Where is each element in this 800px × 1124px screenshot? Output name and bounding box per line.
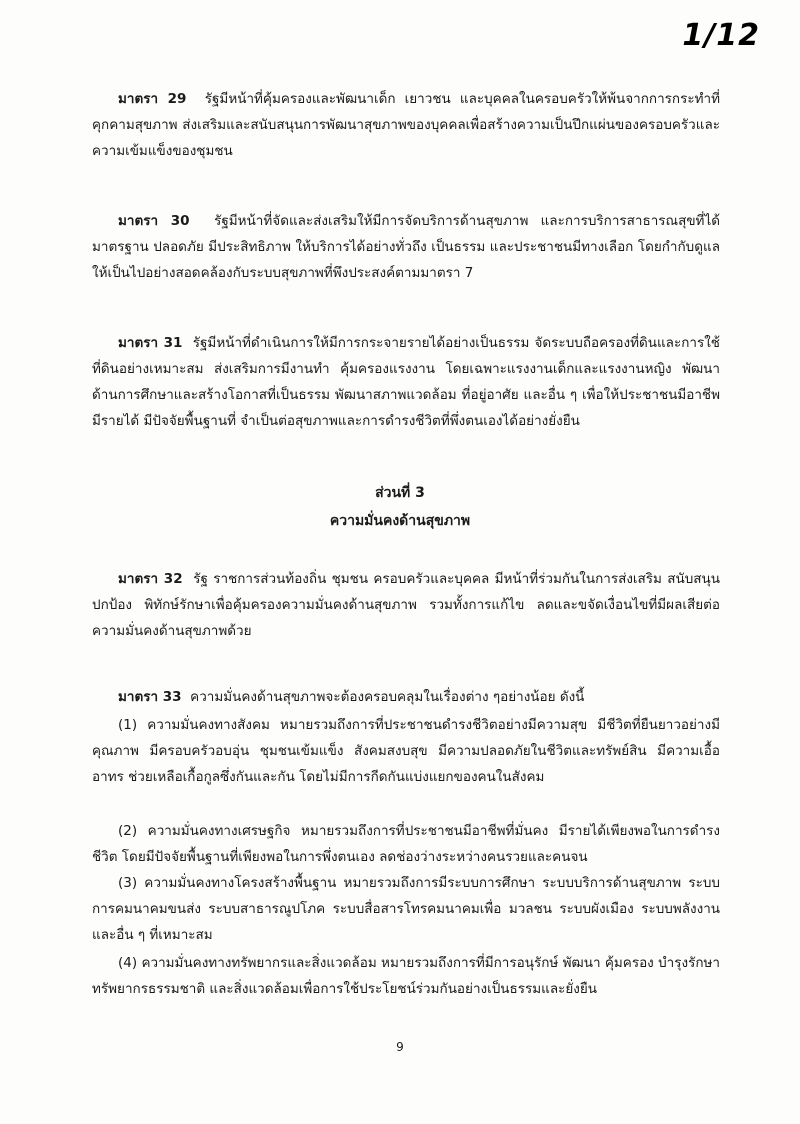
- article-33-item-3: (3) ความมั่นคงทางโครงสร้างพื้นฐาน หมายรวมถึงการมีระบบการศึกษา ระบบบริการด้านสุขภาพ ระบบการคมนาคมขนส่ง ระบบสาธารณูปโภค ระบบสื่อสารโทรคมนาคมเพื่อ มวลชน ระบบผังเมือง ระบบพลังงาน และอื่น ๆ ที่เหมาะสม: [92, 875, 720, 943]
- handwritten-page-note: 1/12: [682, 18, 760, 53]
- article-29-text: รัฐมีหน้าที่คุ้มครองและพัฒนาเด็ก เยาวชน และบุคคลในครอบครัวให้พ้นจากการกระทำที่คุกคามสุขภาพ ส่งเสริมและสนับสนุนการพัฒนาสุขภาพของบุคคลเพื่อสร้างความเป็นปึกแผ่นของครอบครัวและความเข้มแข็งของชุมชน: [92, 91, 720, 159]
- article-31-text: รัฐมีหน้าที่ดำเนินการให้มีการกระจายรายได้อย่างเป็นธรรม จัดระบบถือครองที่ดินและการใช้ที่ดินอย่างเหมาะสม ส่งเสริมการมีงานทำ คุ้มครองแรงงาน โดยเฉพาะแรงงานเด็กและแรงงานหญิง พัฒนาด้านการศึกษาและสร้างโอกาสที่เป็นธรรม พัฒนาสภาพแวดล้อม ที่อยู่อาศัย และอื่น ๆ เพื่อให้ประชาชนมีอาชีพ มีรายได้ มีปัจจัยพื้นฐานที่ จำเป็นต่อสุขภาพและการดำรงชีวิตที่พึ่งตนเองได้อย่างยั่งยืน: [92, 335, 720, 429]
- article-32: [92, 566, 720, 644]
- article-31-label: มาตรา 31: [118, 335, 183, 351]
- article-29: [92, 86, 720, 164]
- article-33-item-2: (2) ความมั่นคงทางเศรษฐกิจ หมายรวมถึงการที่ประชาชนมีอาชีพที่มั่นคง มีรายได้เพียงพอในการดำรงชีวิต โดยมีปัจจัยพื้นฐานที่เพียงพอในการพึ่งตนเอง ลดช่องว่างระหว่างคนรวยและคนจน: [92, 823, 720, 865]
- page-number: 9: [396, 1040, 404, 1054]
- article-32-label: มาตรา 32: [118, 571, 183, 587]
- article-30: [92, 208, 720, 286]
- article-33-label: มาตรา 33: [118, 689, 182, 705]
- article-29-label: มาตรา 29: [118, 91, 187, 107]
- article-32-text: รัฐ ราชการส่วนท้องถิ่น ชุมชน ครอบครัวและบุคคล มีหน้าที่ร่วมกันในการส่งเสริม สนับสนุน ปกป้อง พิทักษ์รักษาเพื่อคุ้มครองความมั่นคงด้านสุขภาพ รวมทั้งการแก้ไข ลดและขจัดเงื่อนไขที่มีผลเสียต่อความมั่นคงด้านสุขภาพด้วย: [92, 571, 720, 639]
- article-33-item-1: (1) ความมั่นคงทางสังคม หมายรวมถึงการที่ประชาชนดำรงชีวิตอย่างมีความสุข มีชีวิตที่ยืนยาวอย่างมีคุณภาพ มีครอบครัวอบอุ่น ชุมชนเข้มแข็ง สังคมสงบสุข มีความปลอดภัยในชีวิตและทรัพย์สิน มีความเอื้ออาทร ช่วยเหลือเกื้อกูลซึ่งกันและกัน โดยไม่มีการกีดกันแบ่งแยกของคนในสังคม: [92, 717, 720, 785]
- article-30-text: รัฐมีหน้าที่จัดและส่งเสริมให้มีการจัดบริการด้านสุขภาพ และการบริการสาธารณสุขที่ได้มาตรฐาน ปลอดภัย มีประสิทธิภาพ ให้บริการได้อย่างทั่วถึง เป็นธรรม และประชาชนมีทางเลือก โดยกำกับดูแลให้เป็นไปอย่างสอดคล้องกับระบบสุขภาพที่พึงประสงค์ตามมาตรา 7: [92, 213, 720, 281]
- article-30-label: มาตรา 30: [118, 213, 190, 229]
- section-subtitle: ความมั่นคงด้านสุขภาพ: [329, 513, 471, 529]
- article-33-text: ความมั่นคงด้านสุขภาพจะต้องครอบคลุมในเรื่องต่าง ๆอย่างน้อย ดังนี้: [190, 689, 585, 705]
- article-31: [92, 330, 720, 434]
- article-33: [92, 684, 720, 710]
- section-title: ส่วนที่ 3: [375, 485, 425, 501]
- article-33-item-4: (4) ความมั่นคงทางทรัพยากรและสิ่งแวดล้อม หมายรวมถึงการที่มีการอนุรักษ์ พัฒนา คุ้มครอง บำรุงรักษาทรัพยากรธรรมชาติ และสิ่งแวดล้อมเพื่อการใช้ประโยชน์ร่วมกันอย่างเป็นธรรมและยั่งยืน: [92, 955, 720, 997]
